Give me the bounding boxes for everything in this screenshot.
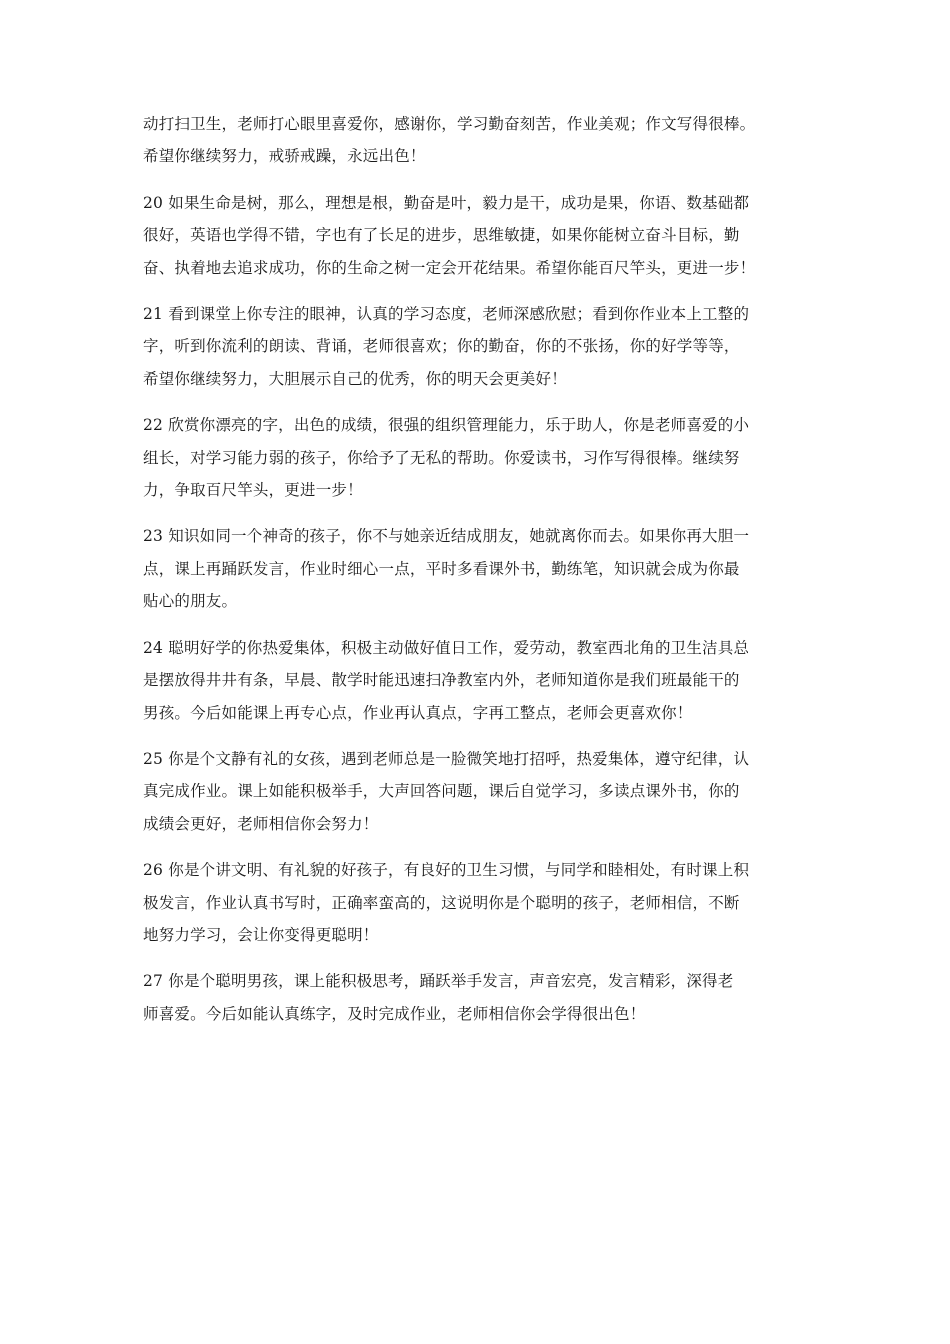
text-line: 力，争取百尺竿头，更进一步！ [143,481,363,500]
text-line: 男孩。今后如能课上再专心点，作业再认真点，字再工整点，老师会更喜欢你！ [143,703,693,722]
text-line: 希望你继续努力，大胆展示自己的优秀，你的明天会更美好！ [143,369,567,388]
paragraph-comment-25 [143,743,815,840]
text-line: 27 你是个聪明男孩，课上能积极思考，踊跃举手发言，声音宏亮，发言精彩，深得老 [143,972,734,991]
paragraph-comment-20 [143,187,815,284]
paragraph-comment-24 [143,632,815,729]
text-line: 21 看到课堂上你专注的眼神，认真的学习态度，老师深感欣慰；看到你作业本上工整的 [143,305,750,324]
text-line: 是摆放得井井有条，早晨、散学时能迅速扫净教室内外，老师知道你是我们班最能干的 [143,671,740,690]
paragraph-comment-23 [143,520,815,617]
text-line: 地努力学习，会让你变得更聪明！ [143,925,379,944]
paragraph-comment-26 [143,854,815,951]
text-line: 师喜爱。今后如能认真练字，及时完成作业，老师相信你会学得很出色！ [143,1004,646,1023]
text-line: 点，课上再踊跃发言，作业时细心一点，平时多看课外书，勤练笔，知识就会成为你最 [143,559,740,578]
text-line: 动打扫卫生，老师打心眼里喜爱你，感谢你，学习勤奋刻苦，作业美观；作文写得很棒。 [143,115,756,133]
text-line: 23 知识如同一个神奇的孩子，你不与她亲近结成朋友，她就离你而去。如果你再大胆一 [143,527,750,546]
text-line: 真完成作业。课上如能积极举手，大声回答问题，课后自觉学习，多读点课外书，你的 [143,782,740,801]
text-line: 奋、执着地去追求成功，你的生命之树一定会开花结果。希望你能百尺竿头，更进一步！ [143,258,756,277]
text-line: 20 如果生命是树，那么，理想是根，勤奋是叶，毅力是干，成功是果，你语、数基础都 [143,193,750,212]
paragraph-continuation [143,108,815,173]
text-line: 贴心的朋友。 [143,592,238,611]
paragraph-comment-21 [143,298,815,395]
text-line: 字，听到你流利的朗读、背诵，老师很喜欢；你的勤奋，你的不张扬，你的好学等等， [143,337,740,356]
paragraph-comment-27 [143,965,815,1030]
paragraph-comment-22 [143,409,815,506]
text-line: 22 欣赏你漂亮的字，出色的成绩，很强的组织管理能力，乐于助人，你是老师喜爱的小 [143,416,750,435]
text-line: 希望你继续努力，戒骄戒躁，永远出色！ [143,147,426,166]
text-line: 24 聪明好学的你热爱集体，积极主动做好值日工作，爱劳动，教室西北角的卫生洁具总 [143,638,750,657]
text-line: 26 你是个讲文明、有礼貌的好孩子，有良好的卫生习惯，与同学和睦相处，有时课上积 [143,861,750,880]
text-line: 25 你是个文静有礼的女孩，遇到老师总是一脸微笑地打招呼，热爱集体，遵守纪律，认 [143,749,750,768]
text-line: 成绩会更好，老师相信你会努力！ [143,814,379,833]
document-body [143,108,815,1044]
text-line: 很好，英语也学得不错，字也有了长足的进步，思维敏捷，如果你能树立奋斗目标，勤 [143,226,740,245]
text-line: 极发言，作业认真书写时，正确率蛮高的，这说明你是个聪明的孩子，老师相信，不断 [143,893,740,912]
text-line: 组长，对学习能力弱的孩子，你给予了无私的帮助。你爱读书，习作写得很棒。继续努 [143,448,740,467]
